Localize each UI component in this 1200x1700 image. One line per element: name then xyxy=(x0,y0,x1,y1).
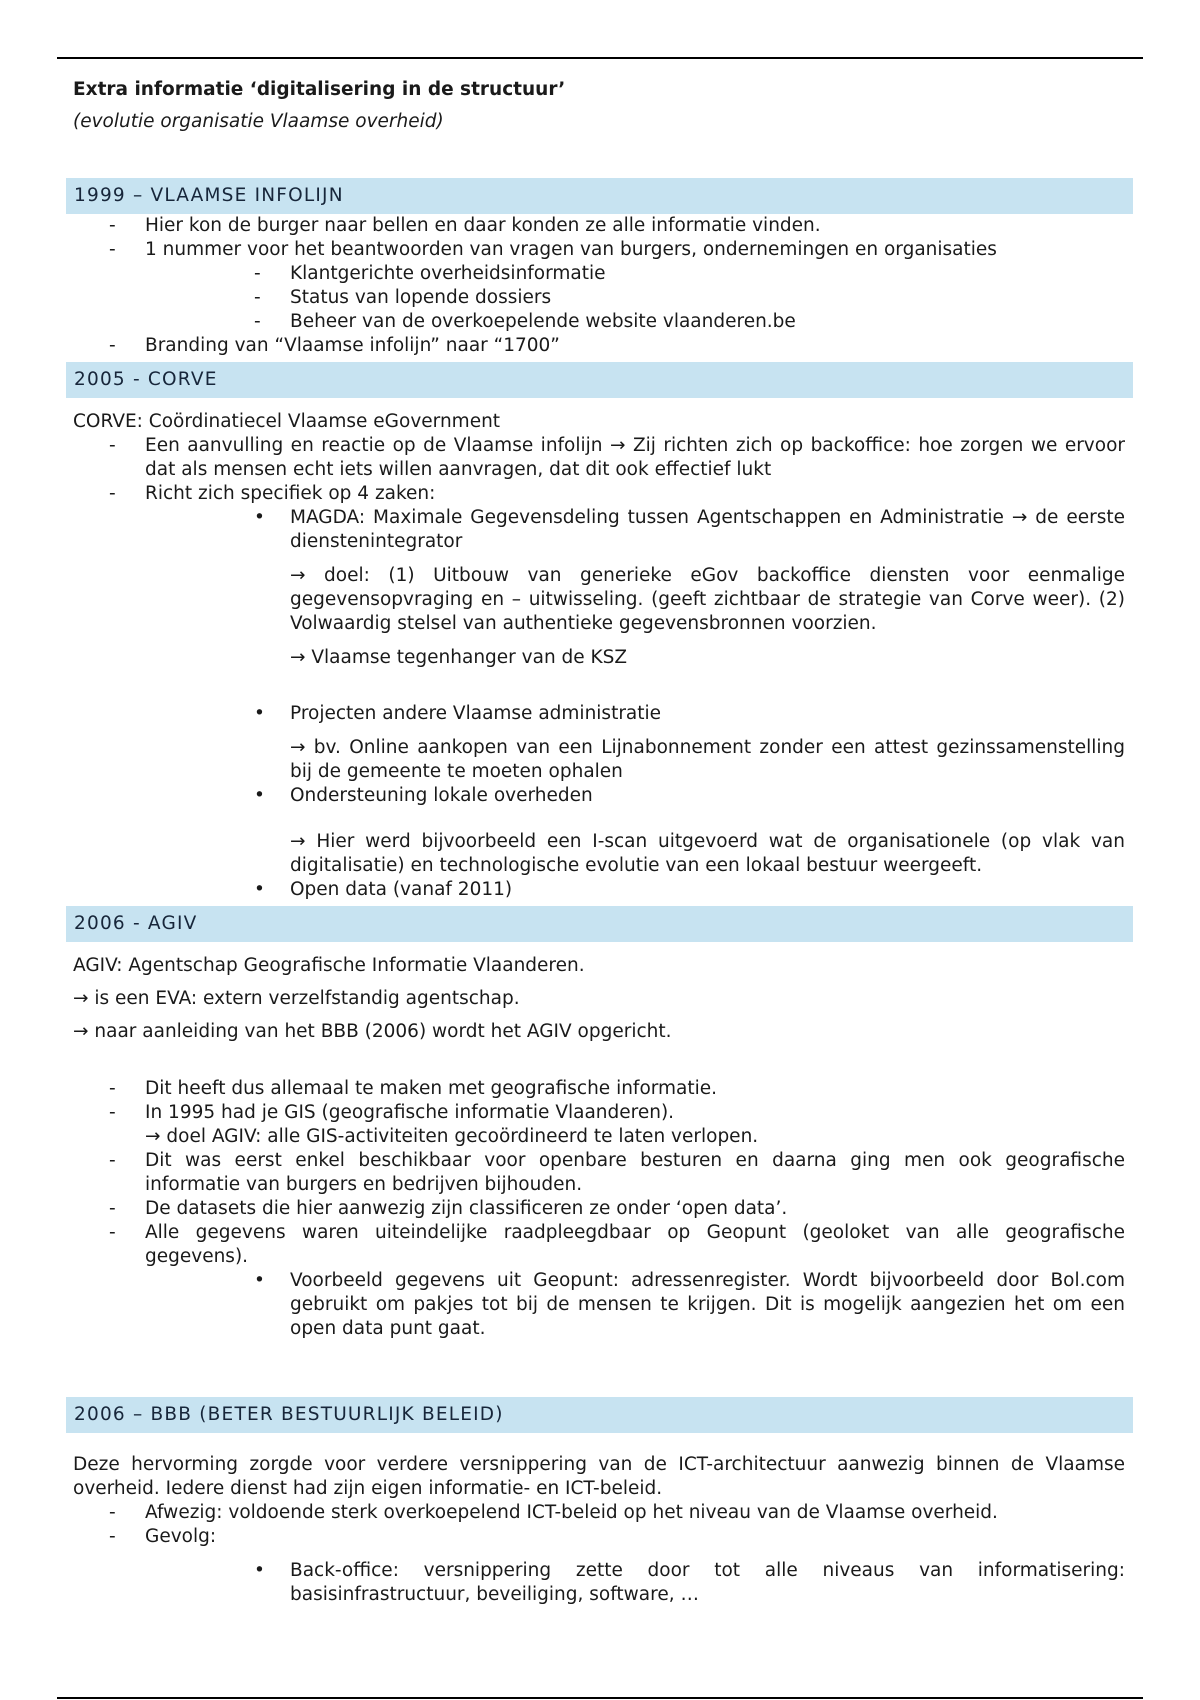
bullets-agiv xyxy=(73,1269,1125,1341)
list-item: - Dit was eerst enkel beschikbaar voor openbare besturen en daarna ging men ook geografische informatie van burgers en bedrijven bijhouden. xyxy=(73,1149,1125,1197)
bullets-bbb xyxy=(73,1559,1125,1607)
list-item: - Branding van “Vlaamse infolijn” naar “1700” xyxy=(73,334,1125,358)
list-item: - Dit heeft dus allemaal te maken met geografische informatie. xyxy=(73,1077,1125,1101)
list-item: - Richt zich specifiek op 4 zaken: xyxy=(73,482,1125,506)
list-item: - De datasets die hier aanwezig zijn classificeren ze onder ‘open data’. xyxy=(73,1197,1125,1221)
section-heading-2005: 2005 - CORVE xyxy=(66,362,1133,398)
list-agiv xyxy=(73,1077,1125,1269)
section-heading-agiv: 2006 - AGIV xyxy=(66,906,1133,942)
list-item-geopunt: • Voorbeeld gegevens uit Geopunt: adressenregister. Wordt bijvoorbeeld door Bol.com gebruikt om pakjes tot bij de mensen te krijgen. Dit is mogelijk aangezien het om een open data punt gaat. xyxy=(73,1269,1125,1341)
list-item: - Alle gegevens waren uiteindelijke raadpleegdbaar op Geopunt (geoloket van alle geografische gegevens). xyxy=(73,1221,1125,1269)
list-item: - Status van lopende dossiers xyxy=(73,286,1125,310)
bottom-rule xyxy=(57,1697,1143,1699)
list-item: - 1 nummer voor het beantwoorden van vragen van burgers, ondernemingen en organisaties - Klantgerichte overheidsinformatie - Status van lopende dossiers - Beheer van de overkoepelende website vlaanderen.be xyxy=(73,238,1125,334)
list-item: - Hier kon de burger naar bellen en daar konden ze alle informatie vinden. xyxy=(73,214,1125,238)
bullets-2005 xyxy=(73,506,1125,902)
document-page xyxy=(73,78,1125,1607)
section-heading-bbb: 2006 – BBB (BETER BESTUURLIJK BELEID) xyxy=(66,1397,1133,1433)
list-item: - Gevolg: xyxy=(73,1525,1125,1549)
magda-ksz: → Vlaamse tegenhanger van de KSZ xyxy=(290,647,628,668)
corve-intro: CORVE: Coördinatiecel Vlaamse eGovernment xyxy=(73,411,501,432)
list-1999 xyxy=(73,214,1125,358)
top-rule xyxy=(57,57,1143,59)
magda-goal: → doel: (1) Uitbouw van generieke eGov backoffice diensten voor eenmalige gegevensopvraging en – uitwisseling. (geeft zichtbaar de strategie van Corve weer). (2) Volwaardig stelsel van authentieke gegevensbronnen voorzien. xyxy=(290,565,1125,634)
agiv-p2: → is een EVA: extern verzelfstandig agentschap. xyxy=(73,988,520,1009)
list-item-local: • Ondersteuning lokale overheden → Hier werd bijvoorbeeld een I-scan uitgevoerd wat de organisationele (op vlak van digitalisatie) en technologische evolutie van een lokaal bestuur weergeeft. xyxy=(73,784,1125,878)
list-item-projects: • Projecten andere Vlaamse administratie → bv. Online aankopen van een Lijnabonnement zonder een attest gezinssamenstelling bij de gemeente te moeten ophalen xyxy=(73,702,1125,784)
agiv-p3: → naar aanleiding van het BBB (2006) wordt het AGIV opgericht. xyxy=(73,1021,672,1042)
section-heading-1999: 1999 – VLAAMSE INFOLIJN xyxy=(66,178,1133,214)
document-subtitle: (evolutie organisatie Vlaamse overheid) xyxy=(73,111,444,132)
bbb-paragraph: Deze hervorming zorgde voor verdere versnippering van de ICT-architectuur aanwezig binnen de Vlaamse overheid. Iedere dienst had zijn eigen informatie- en ICT-beleid. xyxy=(73,1454,1125,1499)
list-item: - Afwezig: voldoende sterk overkoepelend ICT-beleid op het niveau van de Vlaamse overheid. xyxy=(73,1501,1125,1525)
document-title: Extra informatie ‘digitalisering in de structuur’ xyxy=(73,79,566,100)
list-item-backoffice: • Back-office: versnippering zette door tot alle niveaus van informatisering: basisinfrastructuur, beveiliging, software, … xyxy=(73,1559,1125,1607)
list-item-open-data: • Open data (vanaf 2011) xyxy=(73,878,1125,902)
list-item: - Klantgerichte overheidsinformatie xyxy=(73,262,1125,286)
projects-example: → bv. Online aankopen van een Lijnabonnement zonder een attest gezinssamenstelling bij de gemeente te moeten ophalen xyxy=(290,737,1125,782)
agiv-p1: AGIV: Agentschap Geografische Informatie Vlaanderen. xyxy=(73,955,585,976)
list-bbb xyxy=(73,1501,1125,1549)
list-item: - Een aanvulling en reactie op de Vlaamse infolijn → Zij richten zich op backoffice: hoe zorgen we ervoor dat als mensen echt iets willen aanvragen, dat dit ook effectief lukt xyxy=(73,434,1125,482)
list-item: - In 1995 had je GIS (geografische informatie Vlaanderen). → doel AGIV: alle GIS-activiteiten gecoördineerd te laten verlopen. xyxy=(73,1101,1125,1149)
list-2005 xyxy=(73,434,1125,506)
sublist-1999 xyxy=(73,262,1125,334)
local-example: → Hier werd bijvoorbeeld een I-scan uitgevoerd wat de organisationele (op vlak van digitalisatie) en technologische evolutie van een lokaal bestuur weergeeft. xyxy=(290,831,1125,876)
list-item-magda: • MAGDA: Maximale Gegevensdeling tussen Agentschappen en Administratie → de eerste dienstenintegrator → doel: (1) Uitbouw van generieke eGov backoffice diensten voor eenmalige gegevensopvraging en – uitwisseling. (geeft zichtbaar de strategie van Corve weer). (2) Volwaardig stelsel van authentieke gegevensbronnen voorzien. → Vlaamse tegenhanger van de KSZ xyxy=(73,506,1125,670)
list-item: - Beheer van de overkoepelende website vlaanderen.be xyxy=(73,310,1125,334)
